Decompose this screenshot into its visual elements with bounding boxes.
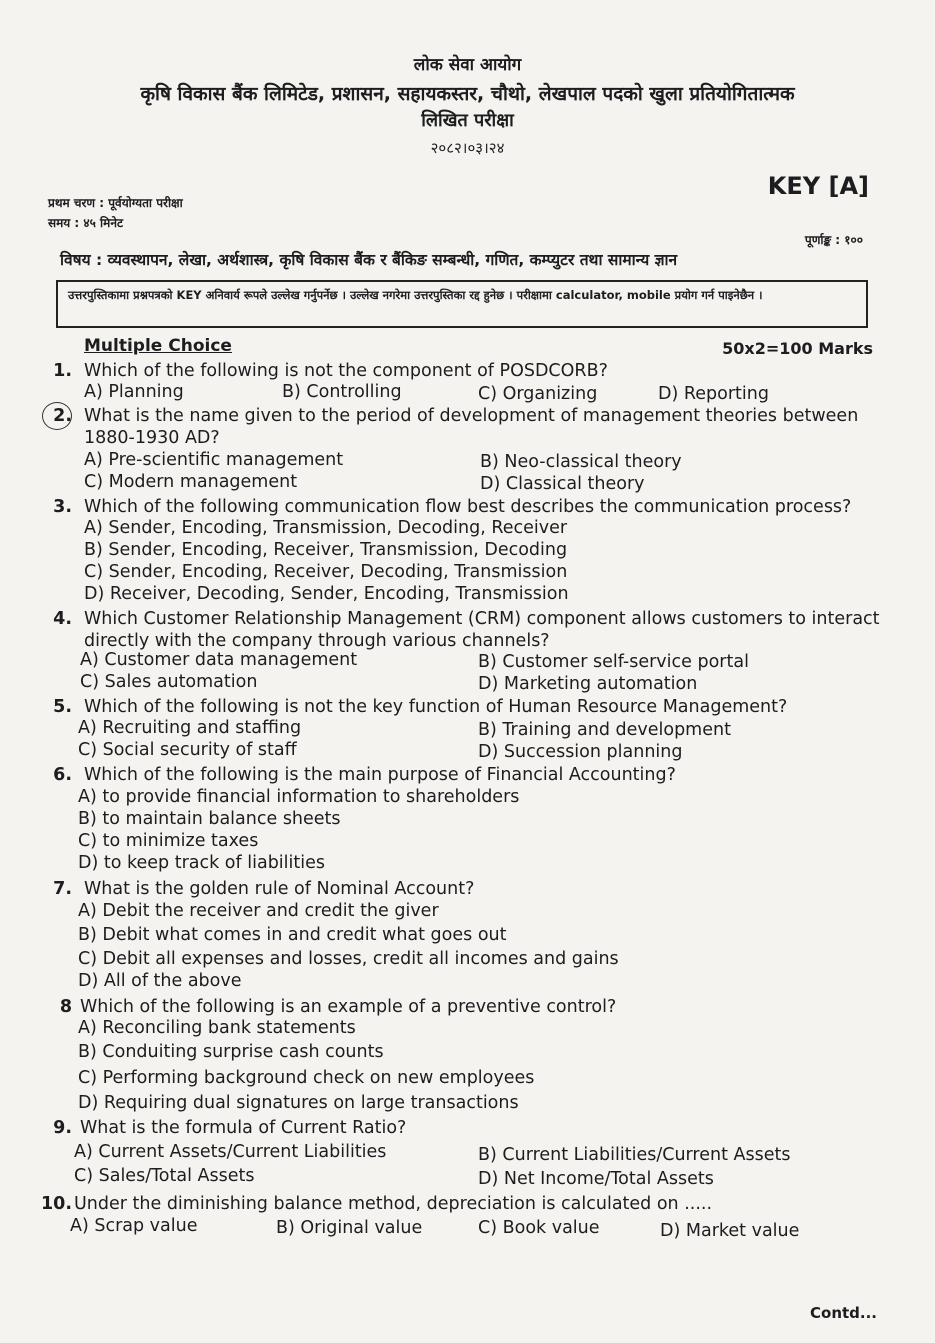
section-marks: 50x2=100 Marks bbox=[722, 339, 873, 358]
question-number: 9. bbox=[53, 1118, 72, 1138]
exam-stage: प्रथम चरण : पूर्वयोग्यता परीक्षा bbox=[48, 196, 183, 210]
option-d: D) Receiver, Decoding, Sender, Encoding, Transmission bbox=[84, 584, 569, 604]
option-d: D) Succession planning bbox=[478, 742, 683, 762]
option-a: A) to provide financial information to shareholders bbox=[78, 787, 520, 807]
question-text: What is the formula of Current Ratio? bbox=[80, 1118, 407, 1138]
option-a: A) Sender, Encoding, Transmission, Decoding, Receiver bbox=[84, 518, 568, 538]
section-title: Multiple Choice bbox=[84, 336, 232, 356]
option-a: A) Recruiting and staffing bbox=[78, 718, 302, 738]
exam-date: २०८२।०३।२४ bbox=[430, 139, 505, 157]
option-d: D) to keep track of liabilities bbox=[78, 853, 325, 873]
answer-key-label: KEY [A] bbox=[767, 172, 869, 200]
question-text: Which of the following is an example of a preventive control? bbox=[80, 997, 617, 1017]
exam-time: समय : ४५ मिनेट bbox=[48, 216, 124, 230]
option-d: D) Classical theory bbox=[480, 474, 645, 494]
exam-type: लिखित परीक्षा bbox=[421, 110, 514, 131]
option-b: B) Debit what comes in and credit what goes out bbox=[78, 925, 507, 945]
option-c: C) Organizing bbox=[478, 384, 598, 404]
option-a: A) Customer data management bbox=[80, 650, 358, 670]
option-c: C) Book value bbox=[478, 1218, 600, 1238]
question-number: 6. bbox=[53, 765, 72, 785]
option-c: C) Performing background check on new employees bbox=[78, 1068, 535, 1088]
option-a: A) Reconciling bank statements bbox=[78, 1018, 356, 1038]
question-number: 2. bbox=[53, 406, 72, 426]
option-c: C) to minimize taxes bbox=[78, 831, 259, 851]
question-number: 8 bbox=[59, 997, 72, 1017]
commission-name: लोक सेवा आयोग bbox=[413, 55, 522, 75]
question-text: Which Customer Relationship Management (CRM) component allows customers to interact directly with the company through various channels? bbox=[84, 609, 880, 651]
option-b: B) to maintain balance sheets bbox=[78, 809, 341, 829]
option-c: C) Modern management bbox=[84, 472, 298, 492]
option-a: A) Pre-scientific management bbox=[84, 450, 344, 470]
question-number: 1. bbox=[53, 361, 72, 381]
question-text: Which of the following communication flow best describes the communication process? bbox=[84, 497, 852, 517]
option-c: C) Sales automation bbox=[80, 672, 258, 692]
option-a: A) Planning bbox=[84, 382, 184, 402]
option-c: C) Debit all expenses and losses, credit all incomes and gains bbox=[78, 949, 619, 969]
question-number: 5. bbox=[53, 697, 72, 717]
option-c: C) Sales/Total Assets bbox=[74, 1166, 255, 1186]
question-text: Which of the following is the main purpose of Financial Accounting? bbox=[84, 765, 676, 785]
subject-line: विषय : व्यवस्थापन, लेखा, अर्थशास्त्र, कृषि विकास बैंक र बैंकिङ सम्बन्धी, गणित, कम्प्युटर तथा सामान्य ज्ञान bbox=[60, 251, 678, 269]
question-number: 4. bbox=[53, 609, 72, 629]
option-b: B) Current Liabilities/Current Assets bbox=[478, 1145, 791, 1165]
option-b: B) Sender, Encoding, Receiver, Transmission, Decoding bbox=[84, 540, 568, 560]
full-marks: पूर्णाङ्क : १०० bbox=[804, 233, 863, 247]
option-d: D) Requiring dual signatures on large transactions bbox=[78, 1093, 519, 1113]
question-text: What is the name given to the period of development of management theories between 1880-1930 AD? bbox=[84, 406, 859, 448]
option-d: D) Reporting bbox=[658, 384, 769, 404]
option-a: A) Current Assets/Current Liabilities bbox=[74, 1142, 387, 1162]
option-d: D) Marketing automation bbox=[478, 674, 698, 694]
option-b: B) Controlling bbox=[282, 382, 402, 402]
option-b: B) Customer self-service portal bbox=[478, 652, 749, 672]
option-b: B) Original value bbox=[276, 1218, 423, 1238]
question-number: 3. bbox=[53, 497, 72, 517]
option-d: D) All of the above bbox=[78, 971, 242, 991]
instruction-box: उत्तरपुस्तिकामा प्रश्नपत्रको KEY अनिवार्य रूपले उल्लेख गर्नुपर्नेछ । उल्लेख नगरेमा उत्तरपुस्तिका रद्द हुनेछ । परीक्षामा calculator, mobile प्रयोग गर्न पाइनेछैन । bbox=[56, 280, 868, 328]
question-number: 7. bbox=[53, 879, 72, 899]
question-number: 10. bbox=[40, 1194, 72, 1214]
question-text: Under the diminishing balance method, depreciation is calculated on ..... bbox=[74, 1194, 713, 1214]
option-b: B) Training and development bbox=[478, 720, 731, 740]
option-b: B) Neo-classical theory bbox=[480, 452, 682, 472]
option-a: A) Debit the receiver and credit the giver bbox=[78, 901, 439, 921]
option-d: D) Market value bbox=[660, 1221, 800, 1241]
option-c: C) Social security of staff bbox=[78, 740, 297, 760]
option-b: B) Conduiting surprise cash counts bbox=[78, 1042, 384, 1062]
question-text: Which of the following is not the component of POSDCORB? bbox=[84, 361, 608, 381]
option-d: D) Net Income/Total Assets bbox=[478, 1169, 714, 1189]
option-c: C) Sender, Encoding, Receiver, Decoding, Transmission bbox=[84, 562, 568, 582]
continued-note: Contd... bbox=[810, 1304, 877, 1322]
question-text: Which of the following is not the key function of Human Resource Management? bbox=[84, 697, 788, 717]
option-a: A) Scrap value bbox=[70, 1216, 198, 1236]
exam-title: कृषि विकास बैंक लिमिटेड, प्रशासन, सहायकस्तर, चौथो, लेखपाल पदको खुला प्रतियोगितात्मक bbox=[140, 83, 795, 105]
question-text: What is the golden rule of Nominal Account? bbox=[84, 879, 475, 899]
